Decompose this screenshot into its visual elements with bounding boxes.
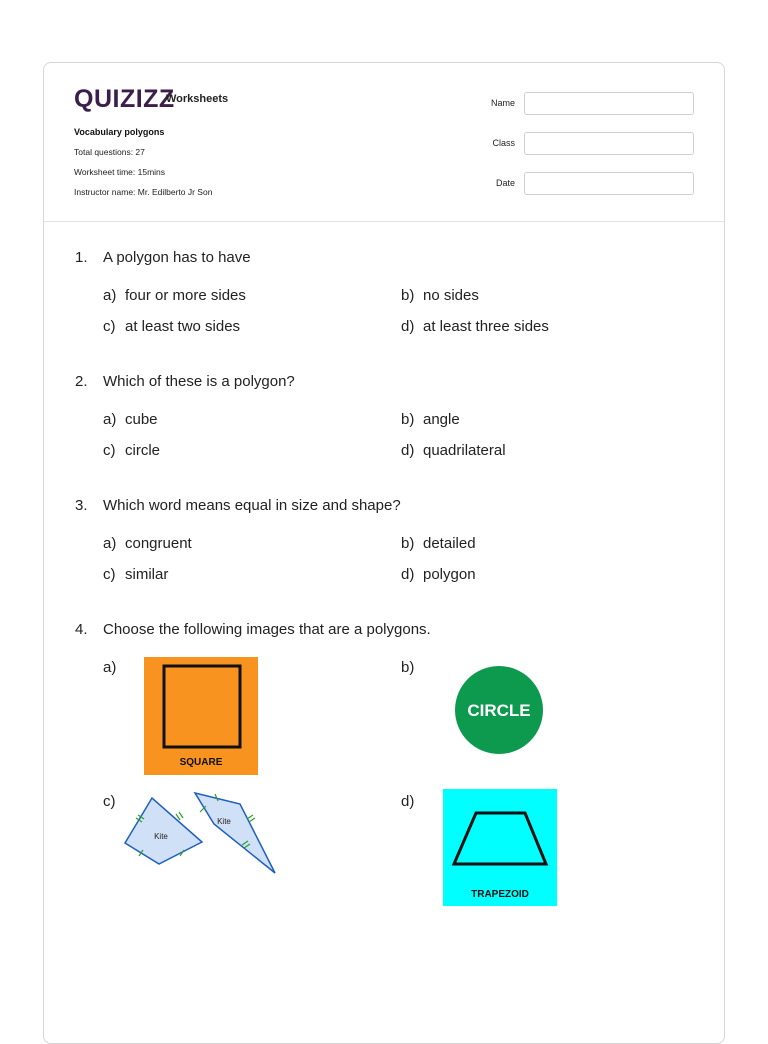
option-4d-letter: d) bbox=[401, 793, 415, 810]
option-4c-letter: c) bbox=[103, 793, 116, 810]
option-1d[interactable] bbox=[401, 318, 549, 335]
brand-subtitle: Worksheets bbox=[166, 93, 229, 105]
instructor-name: Instructor name: Mr. Edilberto Jr Son bbox=[74, 187, 213, 197]
square-image bbox=[144, 657, 258, 775]
option-letter: a) bbox=[103, 287, 117, 304]
option-text: angle bbox=[423, 411, 460, 428]
option-letter: c) bbox=[103, 318, 116, 335]
question-number: 4. bbox=[75, 621, 88, 638]
question-3 bbox=[75, 497, 401, 514]
kite-shape-2 bbox=[195, 793, 275, 873]
kite-label-1: Kite bbox=[154, 832, 168, 841]
trapezoid-image bbox=[443, 789, 557, 906]
option-4a-letter: a) bbox=[103, 659, 117, 676]
option-4b-image[interactable] bbox=[454, 665, 544, 755]
option-text: at least two sides bbox=[125, 318, 241, 335]
option-3a[interactable] bbox=[103, 535, 192, 552]
question-text: Which word means equal in size and shape? bbox=[103, 497, 401, 514]
option-text: circle bbox=[125, 442, 161, 459]
option-2a[interactable] bbox=[103, 411, 158, 428]
option-1c[interactable] bbox=[103, 318, 240, 335]
option-text: quadrilateral bbox=[423, 442, 506, 459]
option-text: detailed bbox=[423, 535, 476, 552]
option-text: polygon bbox=[423, 566, 476, 583]
name-field[interactable] bbox=[524, 92, 694, 115]
circle-label: CIRCLE bbox=[467, 701, 531, 720]
square-label: SQUARE bbox=[179, 757, 223, 768]
option-4b-letter: b) bbox=[401, 659, 415, 676]
option-text: at least three sides bbox=[423, 318, 549, 335]
question-1 bbox=[75, 249, 251, 266]
brand bbox=[74, 85, 229, 113]
option-2b[interactable] bbox=[401, 411, 460, 428]
option-letter: a) bbox=[103, 411, 117, 428]
option-text: four or more sides bbox=[125, 287, 246, 304]
option-letter: d) bbox=[401, 442, 415, 459]
option-1b[interactable] bbox=[401, 287, 479, 304]
option-letter: b) bbox=[401, 535, 415, 552]
option-letter: a) bbox=[103, 535, 117, 552]
option-4a-image[interactable] bbox=[144, 657, 258, 775]
option-letter: d) bbox=[401, 566, 415, 583]
circle-image bbox=[454, 665, 544, 755]
date-field[interactable] bbox=[524, 172, 694, 195]
option-text: cube bbox=[125, 411, 158, 428]
option-text: congruent bbox=[125, 535, 192, 552]
option-text: no sides bbox=[423, 287, 479, 304]
option-letter: d) bbox=[401, 318, 415, 335]
option-letter: b) bbox=[401, 287, 415, 304]
question-number: 1. bbox=[75, 249, 88, 266]
name-label: Name bbox=[490, 98, 515, 108]
option-text: similar bbox=[125, 566, 169, 583]
option-2c[interactable] bbox=[103, 442, 160, 459]
question-text: A polygon has to have bbox=[103, 249, 251, 266]
total-questions: Total questions: 27 bbox=[74, 147, 145, 157]
worksheet-title: Vocabulary polygons bbox=[74, 127, 165, 137]
class-label: Class bbox=[492, 138, 515, 148]
worksheet-time: Worksheet time: 15mins bbox=[74, 167, 166, 177]
option-3d[interactable] bbox=[401, 566, 476, 583]
option-letter: c) bbox=[103, 566, 116, 583]
worksheet-header bbox=[44, 63, 724, 222]
kite-image bbox=[122, 787, 282, 877]
question-text: Choose the following images that are a polygons. bbox=[103, 621, 431, 638]
question-number: 2. bbox=[75, 373, 88, 390]
question-text: Which of these is a polygon? bbox=[103, 373, 295, 390]
kite-shape-1 bbox=[125, 798, 202, 864]
option-3b[interactable] bbox=[401, 535, 476, 552]
option-2d[interactable] bbox=[401, 442, 506, 459]
worksheet-card bbox=[43, 62, 725, 1044]
question-4 bbox=[75, 621, 431, 638]
option-4c-image[interactable] bbox=[122, 787, 282, 877]
option-letter: b) bbox=[401, 411, 415, 428]
class-field[interactable] bbox=[524, 132, 694, 155]
option-letter: c) bbox=[103, 442, 116, 459]
question-2 bbox=[75, 373, 295, 390]
option-3c[interactable] bbox=[103, 566, 168, 583]
date-label: Date bbox=[495, 178, 515, 188]
quizizz-logo: QUIZIZZ bbox=[74, 85, 175, 113]
kite-label-2: Kite bbox=[217, 817, 231, 826]
trapezoid-label: TRAPEZOID bbox=[471, 889, 529, 900]
question-number: 3. bbox=[75, 497, 88, 514]
option-1a[interactable] bbox=[103, 287, 246, 304]
option-4d-image[interactable] bbox=[443, 789, 557, 906]
